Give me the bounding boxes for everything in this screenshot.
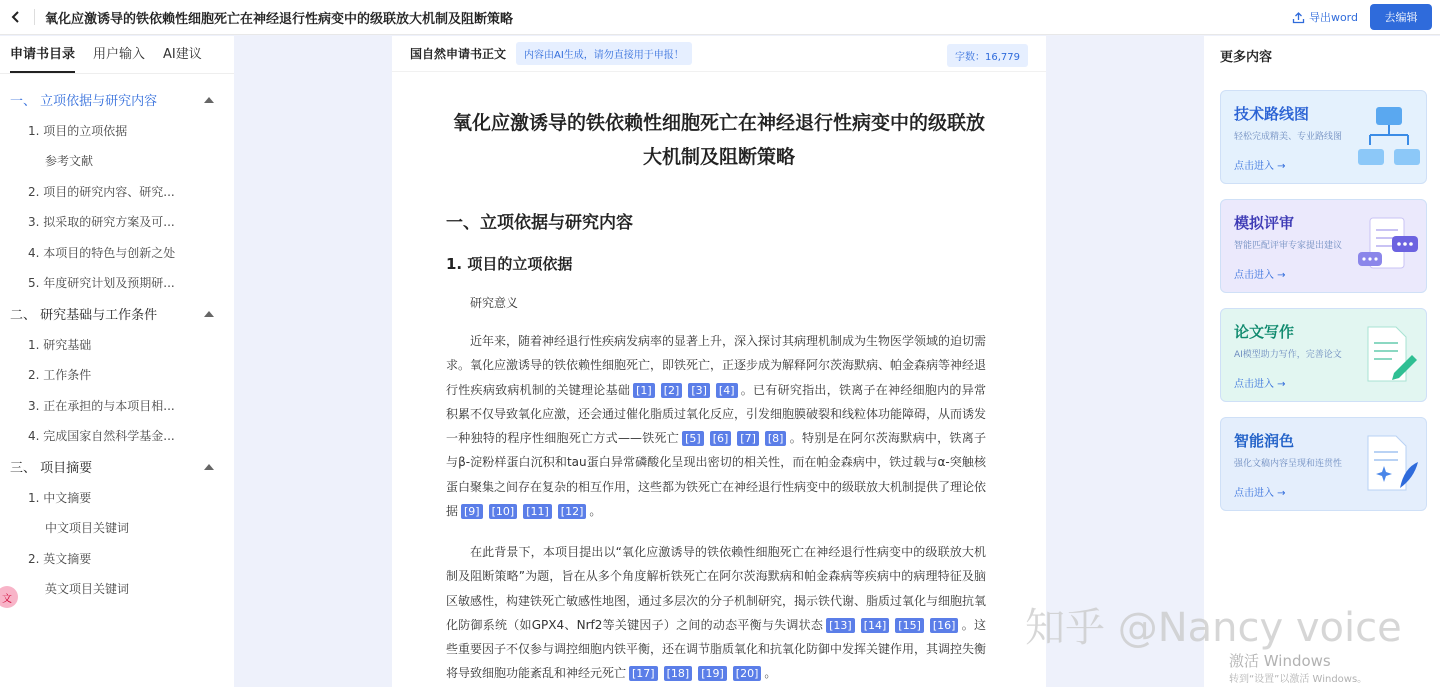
windows-activation-title: 激活 Windows xyxy=(1229,652,1331,670)
mock-review-card[interactable] xyxy=(1220,199,1427,293)
chevron-left-icon xyxy=(11,11,21,23)
document-body xyxy=(392,36,1046,687)
smart-polish-card[interactable] xyxy=(1220,417,1427,511)
toc-item[interactable]: 2. 工作条件 xyxy=(28,368,92,383)
citation-tag[interactable]: [6] xyxy=(710,431,732,446)
toc-item[interactable]: 4. 完成国家自然科学基金... xyxy=(28,429,175,444)
more-content-panel xyxy=(1204,36,1440,687)
export-word-button[interactable] xyxy=(1292,9,1358,25)
body-paragraph-1 xyxy=(446,329,986,523)
top-bar xyxy=(0,0,1440,35)
paragraph-text: 。 xyxy=(764,666,777,681)
citation-tag[interactable]: [4] xyxy=(716,383,738,398)
card-enter-link[interactable]: 点击进入 → xyxy=(1234,270,1286,281)
translate-float-button[interactable]: 文 xyxy=(0,586,18,608)
citation-tag[interactable]: [10] xyxy=(489,504,518,519)
document-pen-icon xyxy=(1356,323,1420,387)
citation-tag[interactable]: [7] xyxy=(737,431,759,446)
zhihu-watermark: 知乎 @Nancy voice xyxy=(1025,605,1402,651)
export-word-label: 导出word xyxy=(1308,11,1358,24)
citation-tag[interactable]: [19] xyxy=(698,666,727,681)
paragraph-text: 。特别是在阿尔茨海默病中，铁离子与β-淀粉样蛋白沉积和tau蛋白异常磷酸化呈现出密切的相关性，而在帕金森病中，铁过载与α-突触核蛋白聚集之间存在复杂的相互作用，这些都为铁死亡在神经退行性病变中的级联放大机制提供了理论依据 xyxy=(446,431,987,519)
sidebar-tabs xyxy=(0,36,234,74)
toc-item[interactable]: 英文项目关键词 xyxy=(45,582,130,597)
card-title: 模拟评审 xyxy=(1234,214,1295,232)
panel-title: 更多内容 xyxy=(1220,50,1273,65)
windows-activation-hint: 转到“设置”以激活 Windows。 xyxy=(1229,674,1368,685)
paragraph-text: 近年来，随着神经退行性疾病发病率的显著上升，深入探讨其病理机制成为生物医学领域的迫切需求。氧化应激诱导的铁依赖性细胞死亡，即铁死亡，正逐步成为解释阿尔茨海默病、帕金森病等神经退行性疾病致病机制的关键理论基础 xyxy=(446,334,987,397)
tab-ai-suggestion[interactable]: AI建议 xyxy=(163,47,202,62)
toc-item[interactable]: 3. 拟采取的研究方案及可... xyxy=(28,215,175,230)
paragraph-text: 。已有研究指出，铁离子在神经细胞内的异常积累不仅导致氧化应激，还会通过催化脂质过氧化反应，引发细胞膜破裂和线粒体功能障碍，从而诱发一种独特的程序性细胞死亡方式——铁死亡 xyxy=(446,382,987,446)
toc-item[interactable]: 1. 中文摘要 xyxy=(28,490,92,505)
citation-tag[interactable]: [14] xyxy=(861,618,890,633)
citation-tag[interactable]: [2] xyxy=(661,383,683,398)
toc-section-label: 一、 立项依据与研究内容 xyxy=(10,94,158,109)
paragraph-text: 。这些重要因子不仅参与调控细胞内铁平衡，还在调节脂质氧化和抗氧化防御中发挥关键作用，其调控失衡将导致细胞功能紊乱和神经元死亡 xyxy=(446,617,987,681)
toc-item[interactable]: 5. 年度研究计划及预期研... xyxy=(28,276,175,291)
toc-section-label: 二、 研究基础与工作条件 xyxy=(10,308,158,323)
toc-item[interactable]: 2. 英文摘要 xyxy=(28,551,92,566)
card-enter-link[interactable]: 点击进入 → xyxy=(1234,488,1286,499)
citation-tag[interactable]: [9] xyxy=(461,504,483,519)
card-description: 强化文稿内容呈现和连贯性 xyxy=(1234,459,1343,469)
subsection-heading: 1. 项目的立项依据 xyxy=(446,255,573,273)
flowchart-icon xyxy=(1356,105,1420,169)
document-title: 氧化应激诱导的铁依赖性细胞死亡在神经退行性病变中的级联放大机制及阻断策略 xyxy=(45,11,514,27)
body-paragraph-2 xyxy=(446,540,986,686)
card-description: AI模型助力写作，完善论文 xyxy=(1234,350,1342,360)
citation-tag[interactable]: [5] xyxy=(682,431,704,446)
card-description: 智能匹配评审专家提出建议 xyxy=(1234,241,1343,251)
collapse-arrow-icon[interactable] xyxy=(204,97,214,103)
section-heading: 一、立项依据与研究内容 xyxy=(446,213,633,233)
citation-tag[interactable]: [17] xyxy=(629,666,658,681)
word-count-badge: 字数：16,779 xyxy=(947,44,1028,67)
go-edit-button[interactable]: 去编辑 xyxy=(1370,4,1432,30)
citation-tag[interactable]: [3] xyxy=(688,383,710,398)
toc-item[interactable]: 4. 本项目的特色与创新之处 xyxy=(28,245,176,260)
paper-writing-card[interactable] xyxy=(1220,308,1427,402)
toc-item[interactable]: 中文项目关键词 xyxy=(45,521,130,536)
card-title: 智能润色 xyxy=(1234,432,1295,450)
toc-item[interactable]: 3. 正在承担的与本项目相... xyxy=(28,398,175,413)
export-icon xyxy=(1292,11,1305,24)
citation-tag[interactable]: [18] xyxy=(664,666,693,681)
paragraph-heading: 研究意义 xyxy=(470,296,519,310)
toc-item[interactable]: 1. 项目的立项依据 xyxy=(28,123,128,138)
toc-item[interactable]: 2. 项目的研究内容、研究... xyxy=(28,184,175,199)
card-description: 轻松完成精美、专业路线图 xyxy=(1234,132,1343,142)
header-divider xyxy=(34,9,35,25)
toc-section-1[interactable] xyxy=(0,84,234,115)
card-title: 论文写作 xyxy=(1234,323,1295,341)
card-enter-link[interactable]: 点击进入 → xyxy=(1234,161,1286,172)
toc-item[interactable]: 参考文献 xyxy=(45,154,94,169)
paragraph-text: 。 xyxy=(589,504,602,519)
outline-sidebar xyxy=(0,36,234,687)
toc-section-2[interactable] xyxy=(0,298,234,329)
citation-tag[interactable]: [16] xyxy=(930,618,959,633)
citation-tag[interactable]: [20] xyxy=(733,666,762,681)
toc-section-label: 三、 项目摘要 xyxy=(10,461,93,476)
document-toolbar xyxy=(392,36,1046,72)
polish-sparkle-icon xyxy=(1356,432,1420,496)
citation-tag[interactable]: [11] xyxy=(523,504,552,519)
review-chat-icon xyxy=(1356,214,1420,278)
paragraph-text: 在此背景下，本项目提出以“氧化应激诱导的铁依赖性细胞死亡在神经退行性病变中的级联放大机制及阻断策略”为题，旨在从多个角度解析铁死亡在阿尔茨海默病和帕金森病等疾病中的病理特征及脑区敏感性，构建铁死亡敏感性地图，通过多层次的分子机制研究，揭示铁代谢、脂质过氧化与细胞抗氧化防御系统（如GPX4、Nrf2等关键因子）之间的动态平衡与失调状态 xyxy=(446,545,987,632)
table-of-contents xyxy=(0,74,234,604)
card-title: 技术路线图 xyxy=(1234,105,1310,123)
citation-tag[interactable]: [12] xyxy=(558,504,587,519)
tab-user-input[interactable]: 用户输入 xyxy=(93,47,146,62)
card-enter-link[interactable]: 点击进入 → xyxy=(1234,379,1286,390)
document-type-label: 国自然申请书正文 xyxy=(410,47,507,61)
toc-item[interactable]: 1. 研究基础 xyxy=(28,337,92,352)
collapse-arrow-icon[interactable] xyxy=(204,464,214,470)
ai-warning-badge: 内容由AI生成，请勿直接用于申报！ xyxy=(516,42,692,65)
toc-section-3[interactable] xyxy=(0,451,234,482)
document-heading: 氧化应激诱导的铁依赖性细胞死亡在神经退行性病变中的级联放大机制及阻断策略 xyxy=(452,112,985,168)
tab-outline[interactable]: 申请书目录 xyxy=(10,43,75,73)
citation-tag[interactable]: [15] xyxy=(895,618,924,633)
collapse-arrow-icon[interactable] xyxy=(204,311,214,317)
citation-tag[interactable]: [13] xyxy=(826,618,855,633)
citation-tag[interactable]: [1] xyxy=(633,383,655,398)
tech-roadmap-card[interactable] xyxy=(1220,90,1427,184)
citation-tag[interactable]: [8] xyxy=(765,431,787,446)
back-button[interactable] xyxy=(2,0,30,35)
